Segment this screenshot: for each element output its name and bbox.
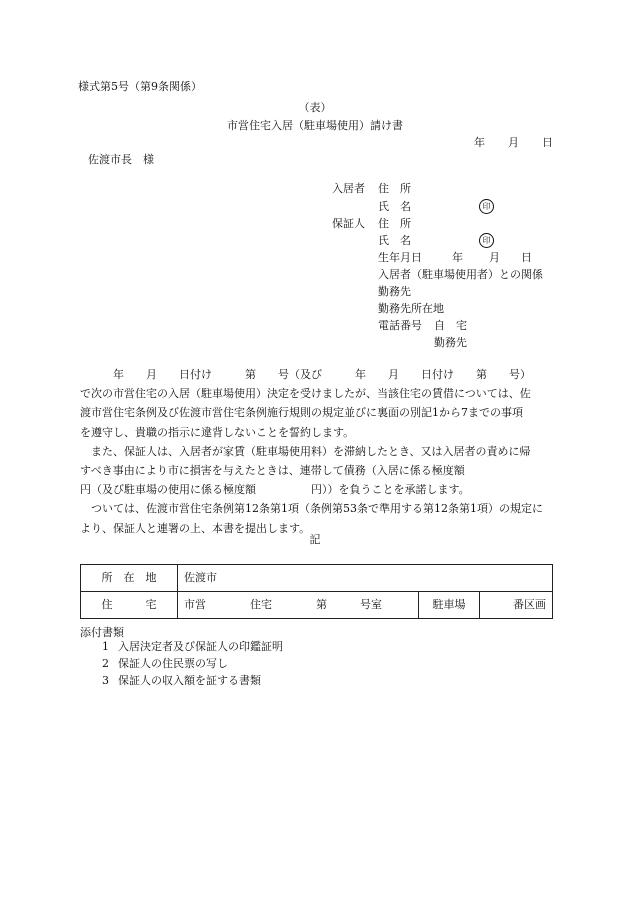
phone-label: 電話番号: [378, 319, 422, 332]
table-row: [81, 592, 553, 619]
phone-home-label: 自 宅: [434, 319, 467, 332]
phone-work-label: 勤務先: [434, 336, 467, 349]
attachment-number: 2: [102, 657, 109, 670]
table-row: [81, 565, 553, 592]
tenant-seal-icon: 印: [479, 199, 494, 214]
date-year: 年: [474, 136, 485, 149]
document-title: 市営住宅入居（駐車場使用）請け書: [227, 119, 403, 132]
submission-date: [474, 136, 553, 150]
body-line: 円（及び駐車場の使用に係る極度額 円））を負うことを承諾します。: [80, 483, 470, 497]
birthdate-label: 生年月日: [378, 251, 422, 264]
body-line: ついては、佐渡市営住宅条例第12条第1項（条例第53条で準用する第12条第1項）の規定に: [80, 502, 543, 516]
attachment-text: 保証人の収入額を証する書類: [118, 674, 261, 687]
dwelling-value: 市営 住宅 第 号室: [178, 592, 419, 619]
housing-table: [80, 564, 553, 619]
addressee: 佐渡市長 様: [88, 153, 154, 166]
attachment-item: [102, 640, 283, 654]
attachment-number: 3: [102, 674, 109, 687]
attachment-item: [102, 657, 228, 671]
birth-month: 月: [489, 251, 500, 264]
guarantor-label: 保証人: [332, 217, 365, 230]
date-day: 日: [542, 136, 553, 149]
guarantor-seal-icon: 印: [479, 233, 494, 248]
body-line: で次の市営住宅の入居（駐車場使用）決定を受けましたが、当該住宅の賃借については、佐: [80, 387, 531, 401]
parking-value: 番区画: [480, 592, 553, 619]
relation-label: 入居者（駐車場使用者）との関係: [378, 268, 543, 281]
workplace-label: 勤務先: [378, 285, 411, 298]
parking-label: 駐車場: [419, 592, 480, 619]
attachment-text: 保証人の住民票の写し: [118, 657, 228, 670]
body-line: 年 月 日付け 第 号（及び 年 月 日付け 第 号）: [80, 368, 531, 381]
birth-year: 年: [452, 251, 463, 264]
tenant-address-label: 住 所: [378, 182, 411, 195]
guarantor-name-label: 氏 名: [378, 234, 411, 247]
location-value: 佐渡市: [178, 565, 553, 592]
attachment-text: 入居決定者及び保証人の印鑑証明: [118, 640, 283, 653]
body-line: を遵守し、貴職の指示に違背しないことを誓約します。: [80, 425, 355, 439]
form-number: 様式第5号（第9条関係）: [78, 80, 202, 93]
location-label: 所 在 地: [81, 565, 178, 592]
dwelling-label: 住 宅: [81, 592, 178, 619]
ki-heading: 記: [309, 533, 321, 546]
workplace-address-label: 勤務先所在地: [378, 302, 444, 315]
body-line: 渡市営住宅条例及び佐渡市営住宅条例施行規則の規定並びに裏面の別記1から7までの事項: [80, 406, 523, 420]
tenant-label: 入居者: [332, 182, 365, 195]
birth-day: 日: [521, 251, 532, 264]
tenant-name-label: 氏 名: [378, 200, 411, 213]
attachment-number: 1: [102, 640, 109, 653]
attachments-title: 添付書類: [80, 626, 124, 639]
declaration-body: [80, 365, 552, 538]
attachment-item: [102, 674, 261, 688]
body-line: すべき事由により市に損害を与えたときは、連帯して債務（入居に係る極度額: [80, 463, 465, 477]
guarantor-birthdate: [378, 251, 422, 265]
date-month: 月: [508, 136, 519, 149]
body-line: より、保証人と連署の上、本書を提出します。: [80, 521, 311, 535]
guarantor-address-label: 住 所: [378, 217, 411, 230]
side-indicator: （表）: [298, 101, 332, 114]
body-line: また、保証人は、入居者が家賃（駐車場使用料）を滞納したとき、又は入居者の責めに帰: [80, 444, 531, 458]
